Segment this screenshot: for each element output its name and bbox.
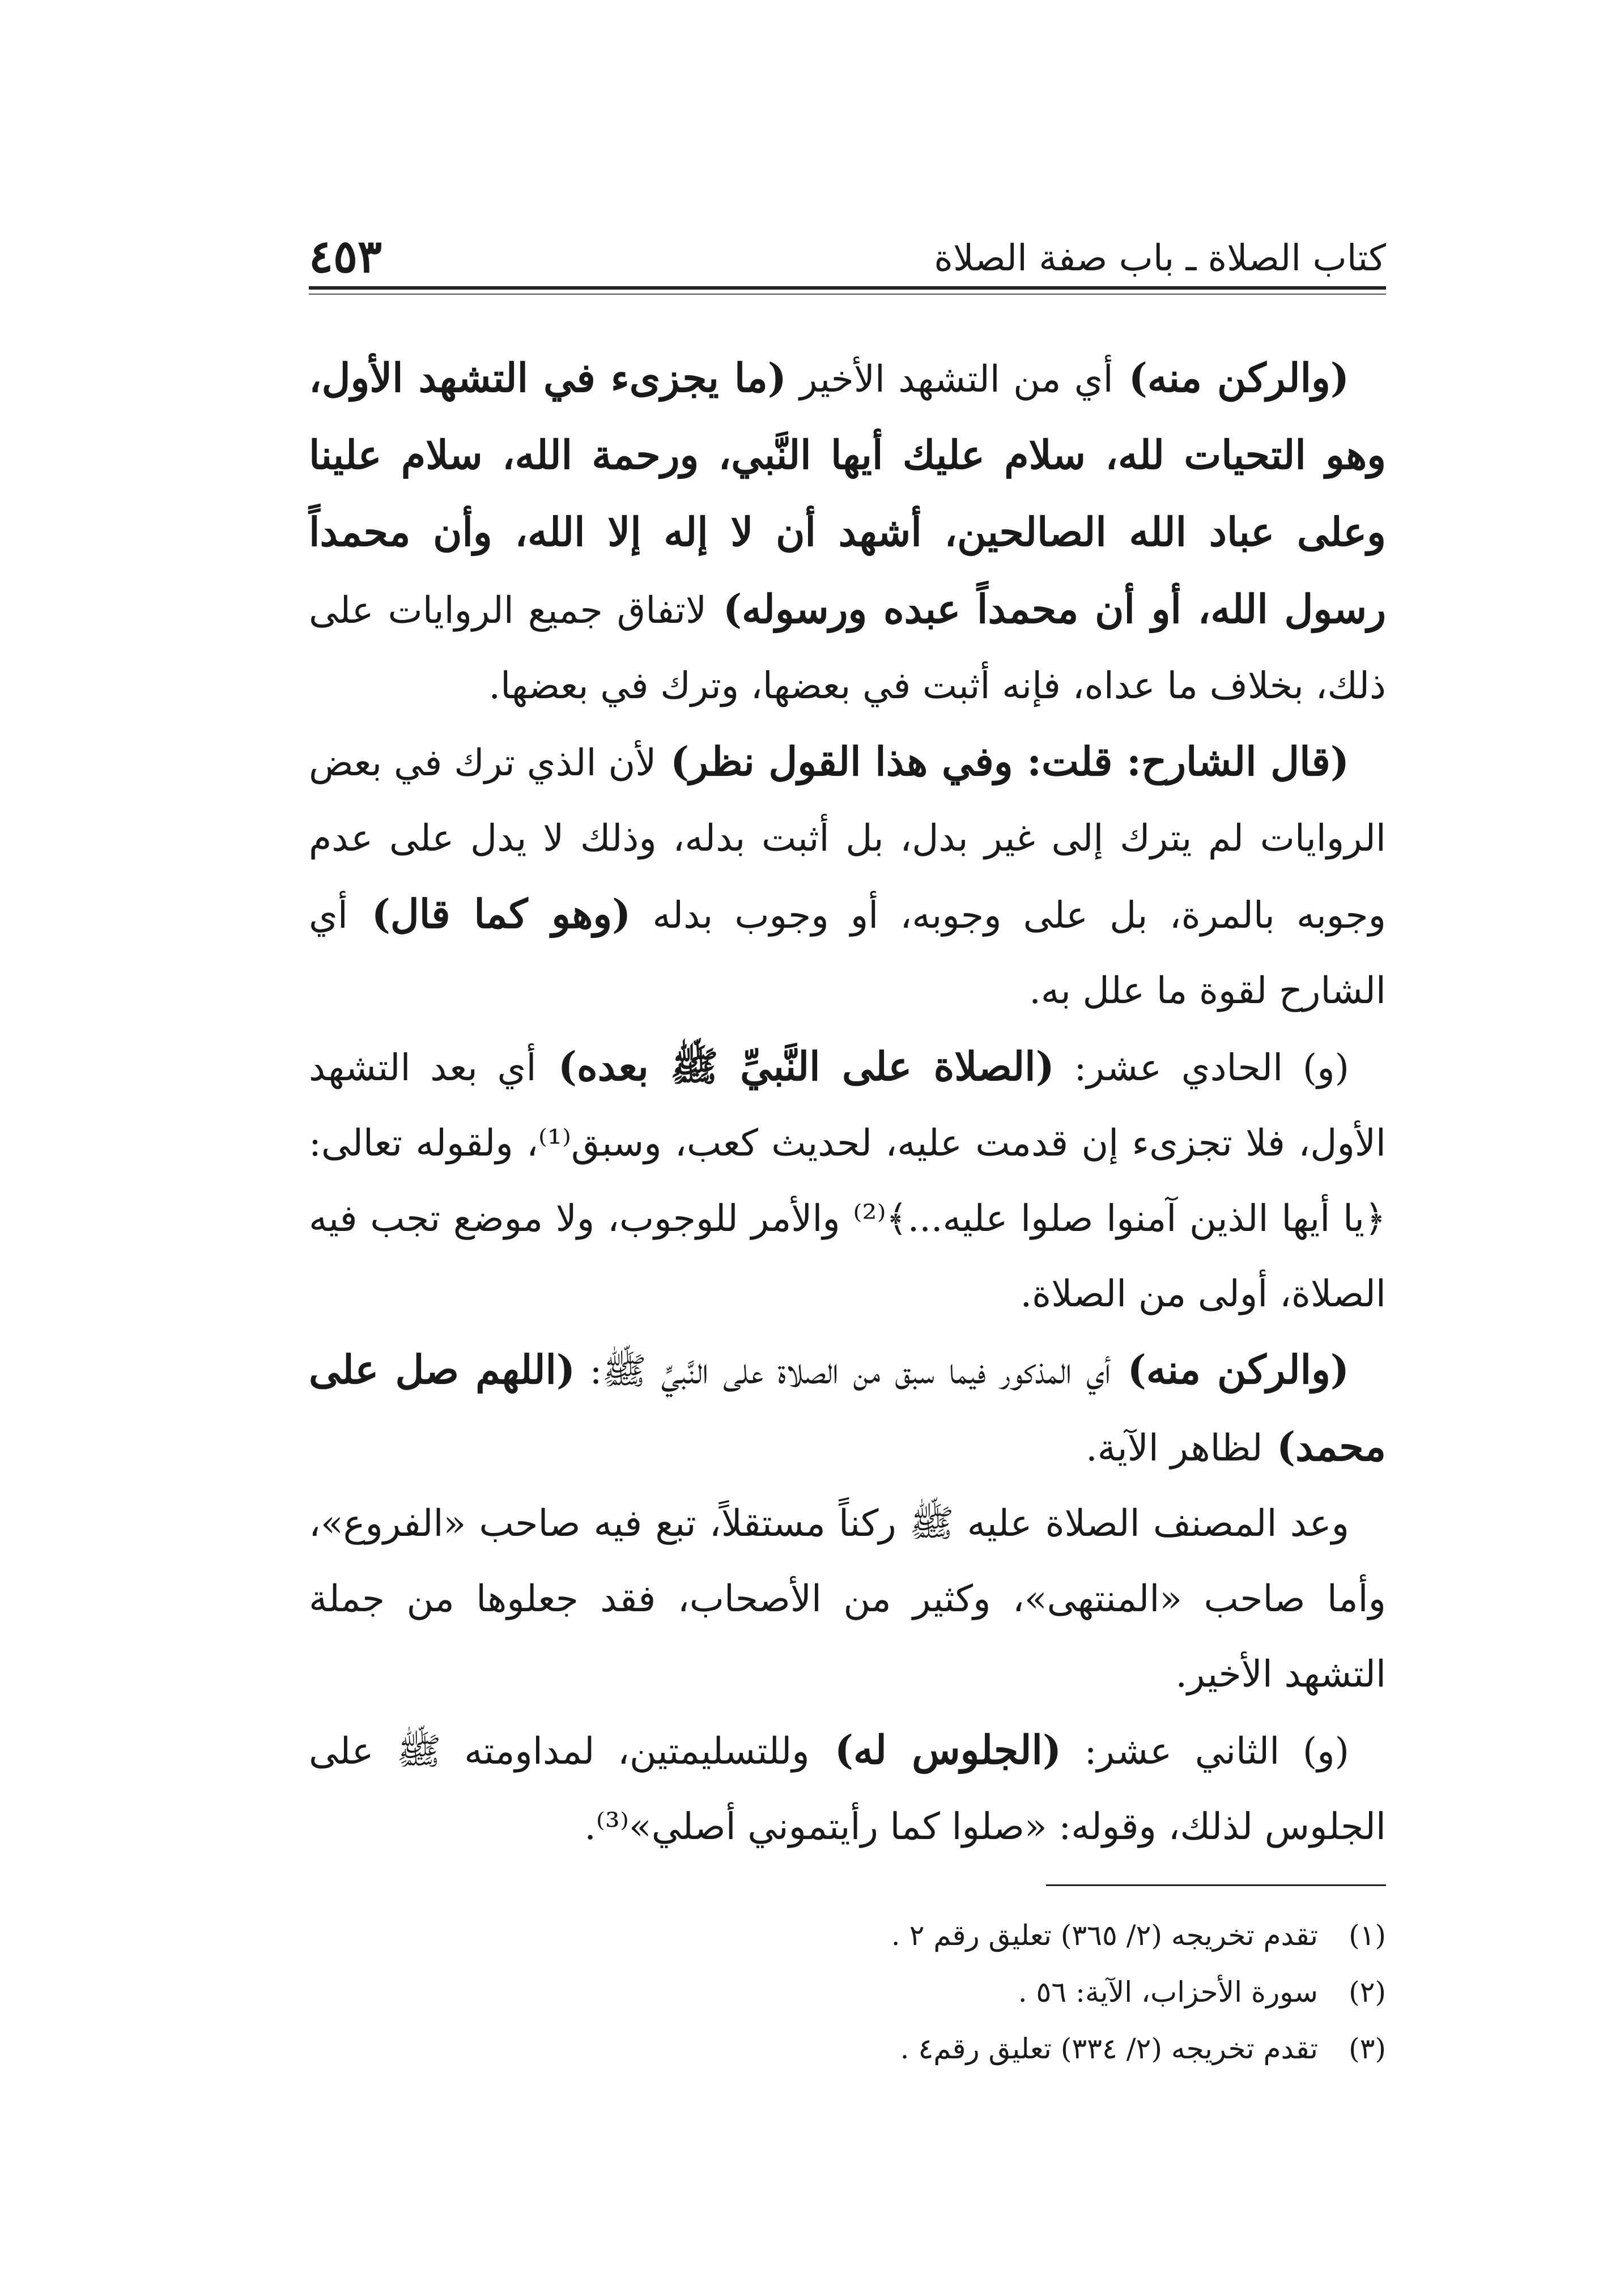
text-segment: لظاهر الآية. xyxy=(1086,1427,1263,1470)
bold-segment: (وهو كما قال) xyxy=(347,890,631,937)
text-segment: (و) الحادي عشر: xyxy=(1054,1047,1349,1089)
paragraph xyxy=(309,1486,1386,1712)
paragraph xyxy=(309,1029,1386,1332)
bold-segment: (قال الشارح: قلت: وفي هذا القول نظر) xyxy=(656,738,1349,785)
paragraph xyxy=(309,724,1386,1029)
text-segment: أي المذكور فيما سبق من الصلاة على النَّبيِّ ﷺ: xyxy=(575,1350,1111,1392)
footnote-rule xyxy=(1046,1884,1386,1886)
footnotes xyxy=(309,1907,1386,2077)
text-segment: أي بعد التشهد الأول، فلا تجزىء إن قدمت عليه، لحديث كعب، وسبق⁽¹⁾، ولقوله تعالى: ﴿يا أيها الذين آمنوا صلوا عليه...﴾⁽²⁾ والأمر للوجوب، ولا موضع تجب فيه الصلاة، أولى من الصلاة. xyxy=(309,1047,1386,1315)
text-segment: لاتفاق جميع الروايات على ذلك، بخلاف ما عداه، فإنه أثبت في بعضها، وترك في بعضها. xyxy=(309,589,1386,707)
footnote xyxy=(309,1964,1386,2020)
running-title: كتاب الصلاة ـ باب صفة الصلاة xyxy=(934,237,1386,279)
text-segment: أي الشارح لقوة ما علل به. xyxy=(309,894,1386,1012)
footnote-number: (٣) xyxy=(1349,2032,1386,2065)
footnote-text: سورة الأحزاب، الآية: ٥٦ . xyxy=(1018,1976,1318,2009)
paragraph xyxy=(309,1332,1386,1486)
header-rule-thin xyxy=(309,294,1386,295)
bold-segment: (اللهم صل على محمد) xyxy=(309,1346,1386,1470)
footnote-text: تقدم تخريجه (٢/ ٣٦٥) تعليق رقم ٢ . xyxy=(891,1919,1318,1952)
bold-segment: (ما يجزىء في التشهد الأول، وهو التحيات لله، سلام عليك أيها النَّبي، ورحمة الله، سلام علينا وعلى عباد الله الصالحين، أشهد أن لا إله إلا الله، وأن محمداً رسول الله، أو أن محمداً عبده ورسوله) xyxy=(309,354,1386,632)
main-text xyxy=(309,340,1386,1865)
text-segment: أي من التشهد الأخير xyxy=(786,358,1113,401)
footnote-text: تقدم تخريجه (٢/ ٣٣٤) تعليق رقم٤ . xyxy=(900,2032,1318,2065)
footnote xyxy=(309,1907,1386,1964)
footnote xyxy=(309,2020,1386,2077)
text-segment: (و) الثاني عشر: xyxy=(1061,1730,1349,1773)
paragraph xyxy=(309,340,1386,724)
bold-segment: (والركن منه) xyxy=(1111,1346,1349,1393)
bold-segment: (الصلاة على النَّبيِّ ﷺ بعده) xyxy=(536,1043,1055,1090)
header-rule xyxy=(309,286,1386,290)
bold-segment: (والركن منه) xyxy=(1113,354,1349,401)
text-segment: لأن الذي ترك في بعض الروايات لم يترك إلى غير بدل، بل أثبت بدله، وذلك لا يدل على عدم وجوبه بالمرة، بل على وجوبه، أو وجوب بدله xyxy=(309,742,1386,937)
footnote-number: (١) xyxy=(1349,1919,1386,1952)
paragraph xyxy=(309,1712,1386,1865)
page-header xyxy=(309,224,1386,289)
page-number: ٤٥٣ xyxy=(309,230,382,283)
bold-segment: (الجلوس له) xyxy=(809,1726,1062,1773)
text-segment: وعد المصنف الصلاة عليه ﷺ ركناً مستقلاً، تبع فيه صاحب «الفروع»، وأما صاحب «المنتهى»، وكثير من الأصحاب، فقد جعلوها من جملة التشهد الأخير. xyxy=(309,1502,1386,1696)
text-segment: وللتسليمتين، لمداومته ﷺ على الجلوس لذلك، وقوله: «صلوا كما رأيتموني أصلي»⁽³⁾. xyxy=(309,1730,1386,1848)
footnote-number: (٢) xyxy=(1349,1976,1386,2009)
